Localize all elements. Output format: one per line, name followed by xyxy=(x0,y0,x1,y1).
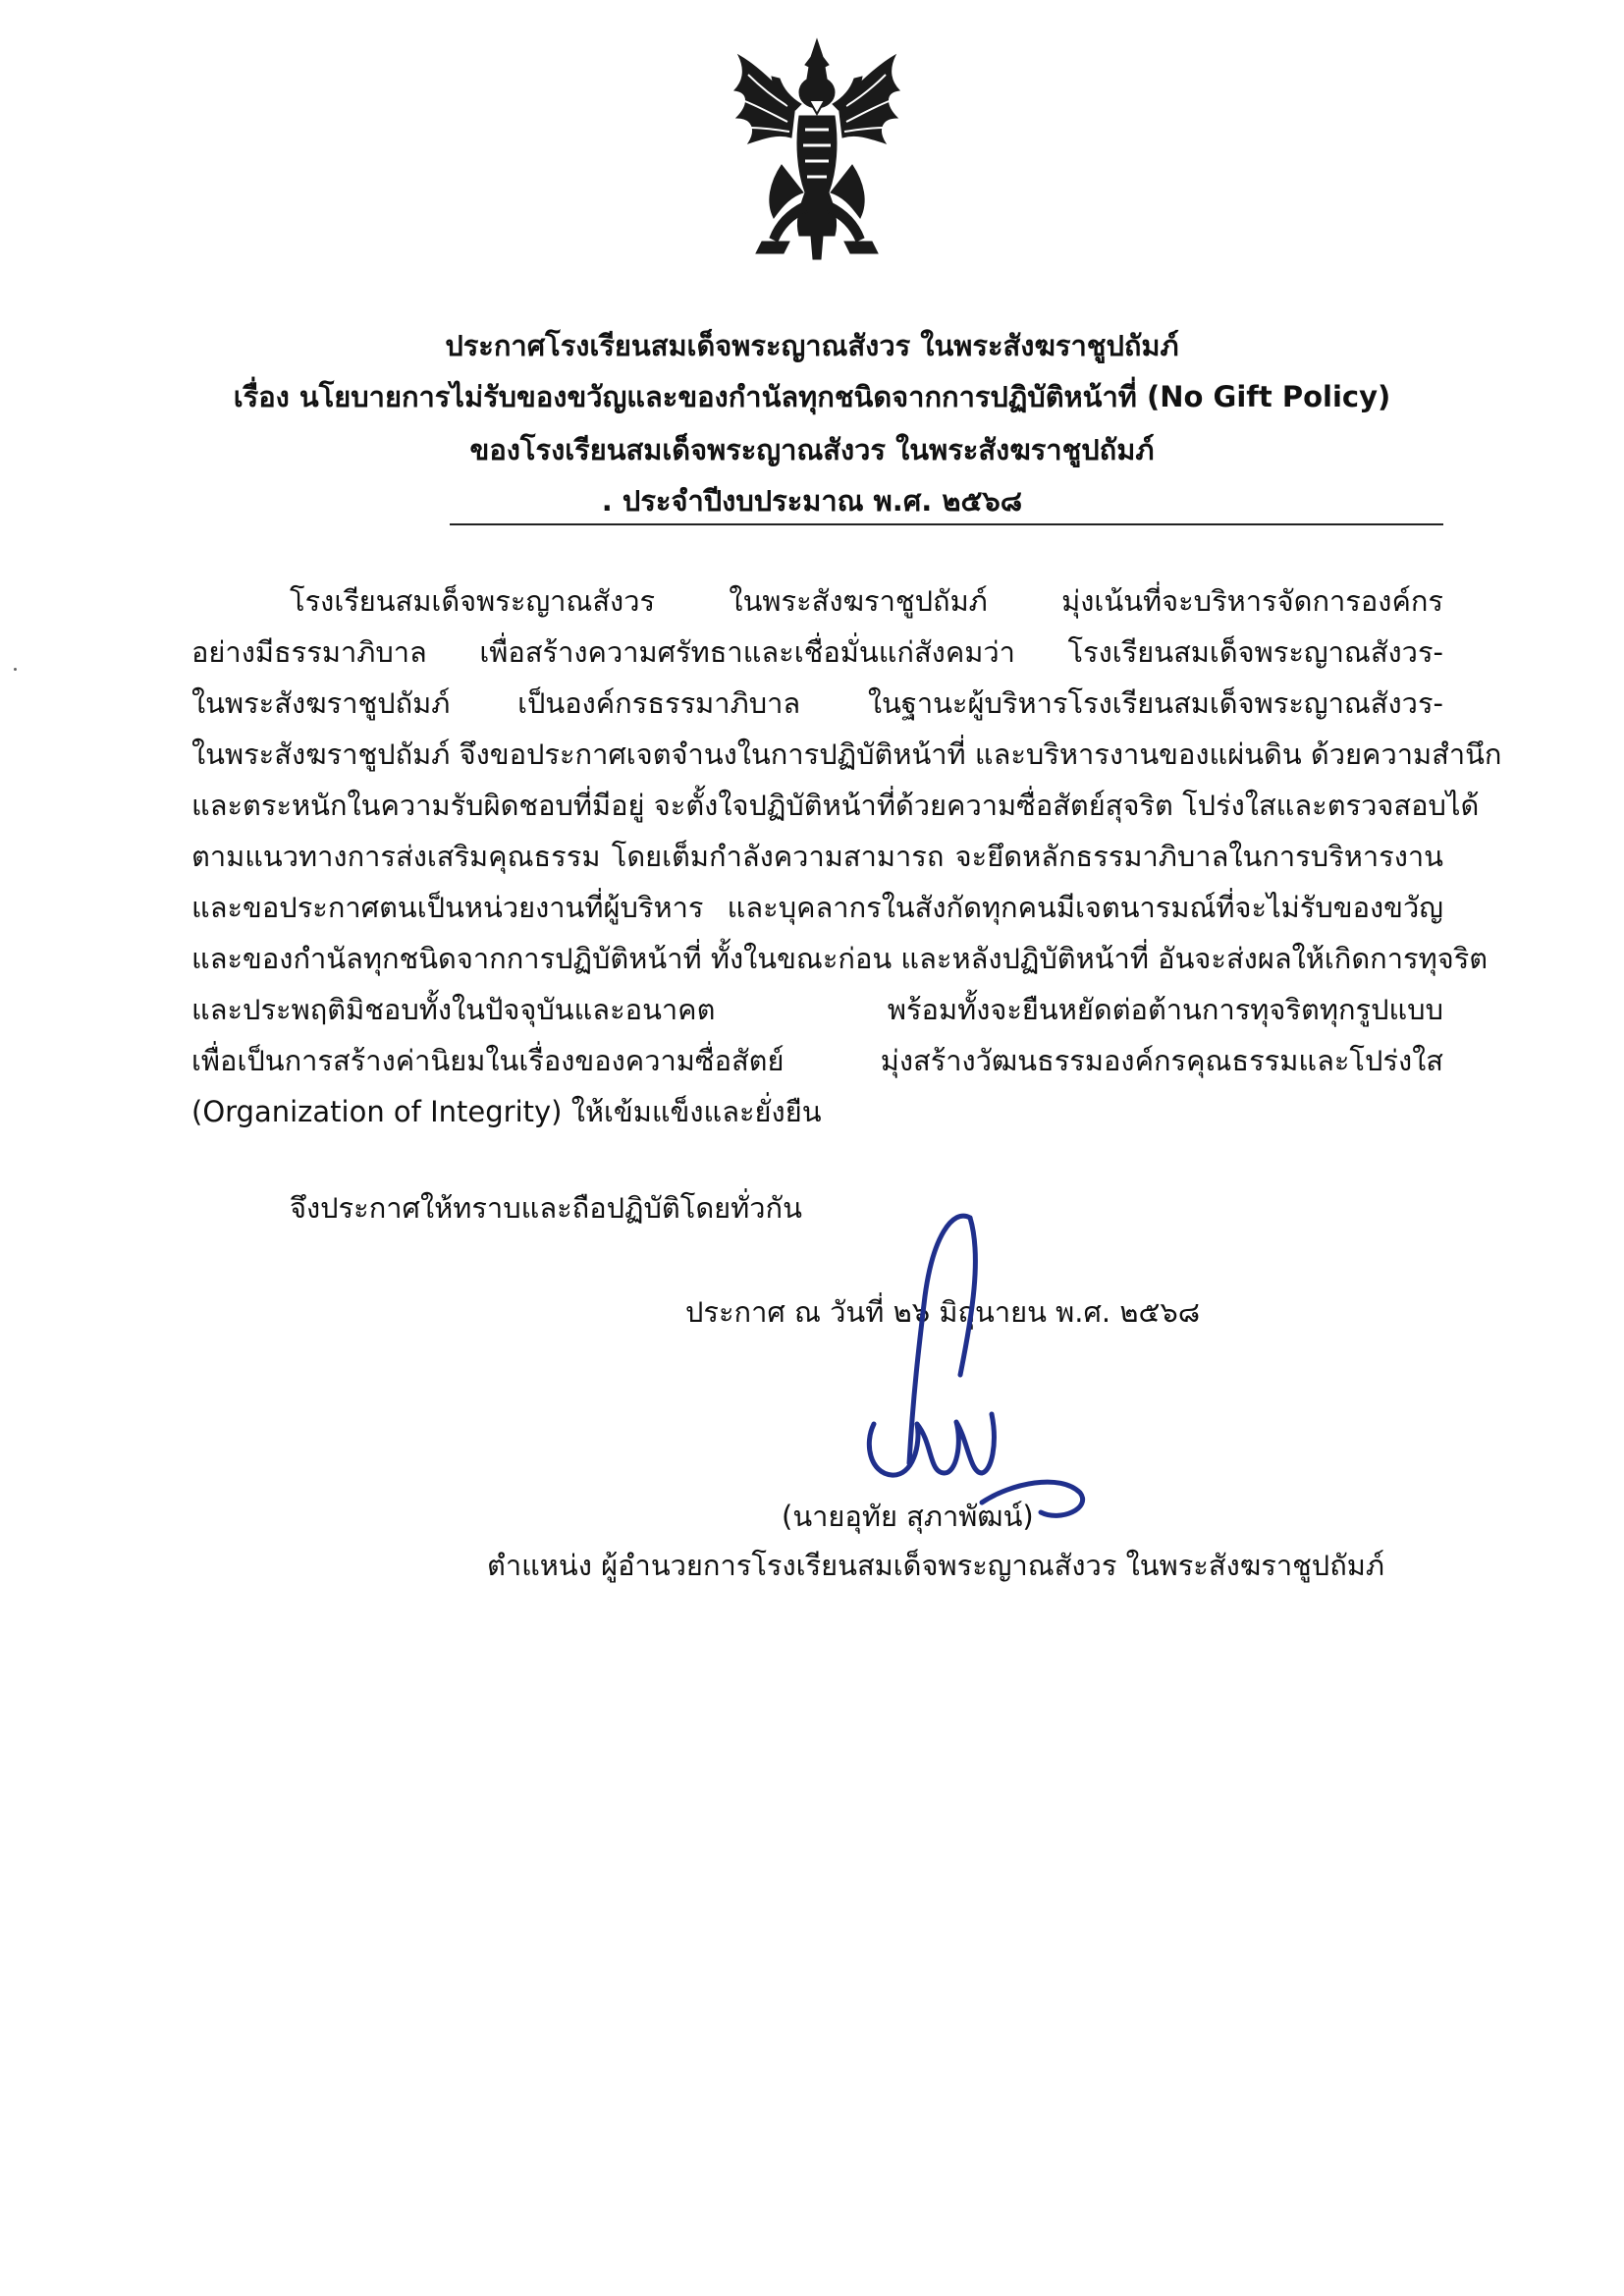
body-line: โรงเรียนสมเด็จพระญาณสังวร ในพระสังฆราชูปถัมภ์ มุ่งเน้นที่จะบริหารจัดการองค์กร xyxy=(290,584,1443,618)
signer-name: (นายอุทัย สุภาพัฒน์) xyxy=(782,1500,1034,1533)
heading-divider xyxy=(450,523,1443,525)
heading-fiscal-year: . ประจำปีงบประมาณ พ.ศ. ๒๕๖๘ xyxy=(601,484,1023,518)
body-line: เพื่อเป็นการสร้างค่านิยมในเรื่องของความซื่อสัตย์ มุ่งสร้างวัฒนธรรมองค์กรคุณธรรมและโปร่งใส xyxy=(191,1044,1443,1077)
body-line: ในพระสังฆราชูปถัมภ์ เป็นองค์กรธรรมาภิบาล ในฐานะผู้บริหารโรงเรียนสมเด็จพระญาณสังวร- xyxy=(191,686,1443,720)
signer-position: ตำแหน่ง ผู้อำนวยการโรงเรียนสมเด็จพระญาณสังวร ในพระสังฆราชูปถัมภ์ xyxy=(487,1549,1384,1582)
body-line: และประพฤติมิชอบทั้งในปัจจุบันและอนาคต พร้อมทั้งจะยืนหยัดต่อต้านการทุจริตทุกรูปแบบ xyxy=(191,993,1443,1026)
garuda-emblem-icon xyxy=(727,35,907,263)
body-line: (Organization of Integrity) ให้เข้มแข็งและยั่งยืน xyxy=(191,1095,822,1128)
heading-title: ประกาศโรงเรียนสมเด็จพระญาณสังวร ในพระสังฆราชูปถัมภ์ xyxy=(445,329,1179,362)
handwritten-signature xyxy=(835,1178,1110,1542)
body-line: อย่างมีธรรมาภิบาล เพื่อสร้างความศรัทธาและเชื่อมั่นแก่สังคมว่า โรงเรียนสมเด็จพระญาณสังวร- xyxy=(191,635,1443,669)
announcement-date: ประกาศ ณ วันที่ ๒๖ มิถุนายน พ.ศ. ๒๕๖๘ xyxy=(685,1295,1201,1329)
body-line: ตามแนวทางการส่งเสริมคุณธรรม โดยเต็มกำลังความสามารถ จะยึดหลักธรรมาภิบาลในการบริหารงาน xyxy=(191,840,1443,873)
heading-subject: เรื่อง นโยบายการไม่รับของขวัญและของกำนัลทุกชนิดจากการปฏิบัติหน้าที่ (No Gift Policy) xyxy=(233,380,1391,413)
scan-speck xyxy=(14,668,17,671)
body-line: และตระหนักในความรับผิดชอบที่มีอยู่ จะตั้งใจปฏิบัติหน้าที่ด้วยความซื่อสัตย์สุจริต โปร่งใสและตรวจสอบได้ xyxy=(191,789,1480,822)
closing-statement: จึงประกาศให้ทราบและถือปฏิบัติโดยทั่วกัน xyxy=(290,1191,802,1225)
body-line: และของกำนัลทุกชนิดจากการปฏิบัติหน้าที่ ทั้งในขณะก่อน และหลังปฏิบัติหน้าที่ อันจะส่งผลให้เกิดการทุจริต xyxy=(191,942,1489,975)
heading-organization: ของโรงเรียนสมเด็จพระญาณสังวร ในพระสังฆราชูปถัมภ์ xyxy=(469,433,1155,466)
body-line: และขอประกาศตนเป็นหน่วยงานที่ผู้บริหาร และบุคลากรในสังกัดทุกคนมีเจตนารมณ์ที่จะไม่รับของขวัญ xyxy=(191,891,1443,924)
body-line: ในพระสังฆราชูปถัมภ์ จึงขอประกาศเจตจำนงในการปฏิบัติหน้าที่ และบริหารงานของแผ่นดิน ด้วยความสำนึก xyxy=(191,738,1502,771)
